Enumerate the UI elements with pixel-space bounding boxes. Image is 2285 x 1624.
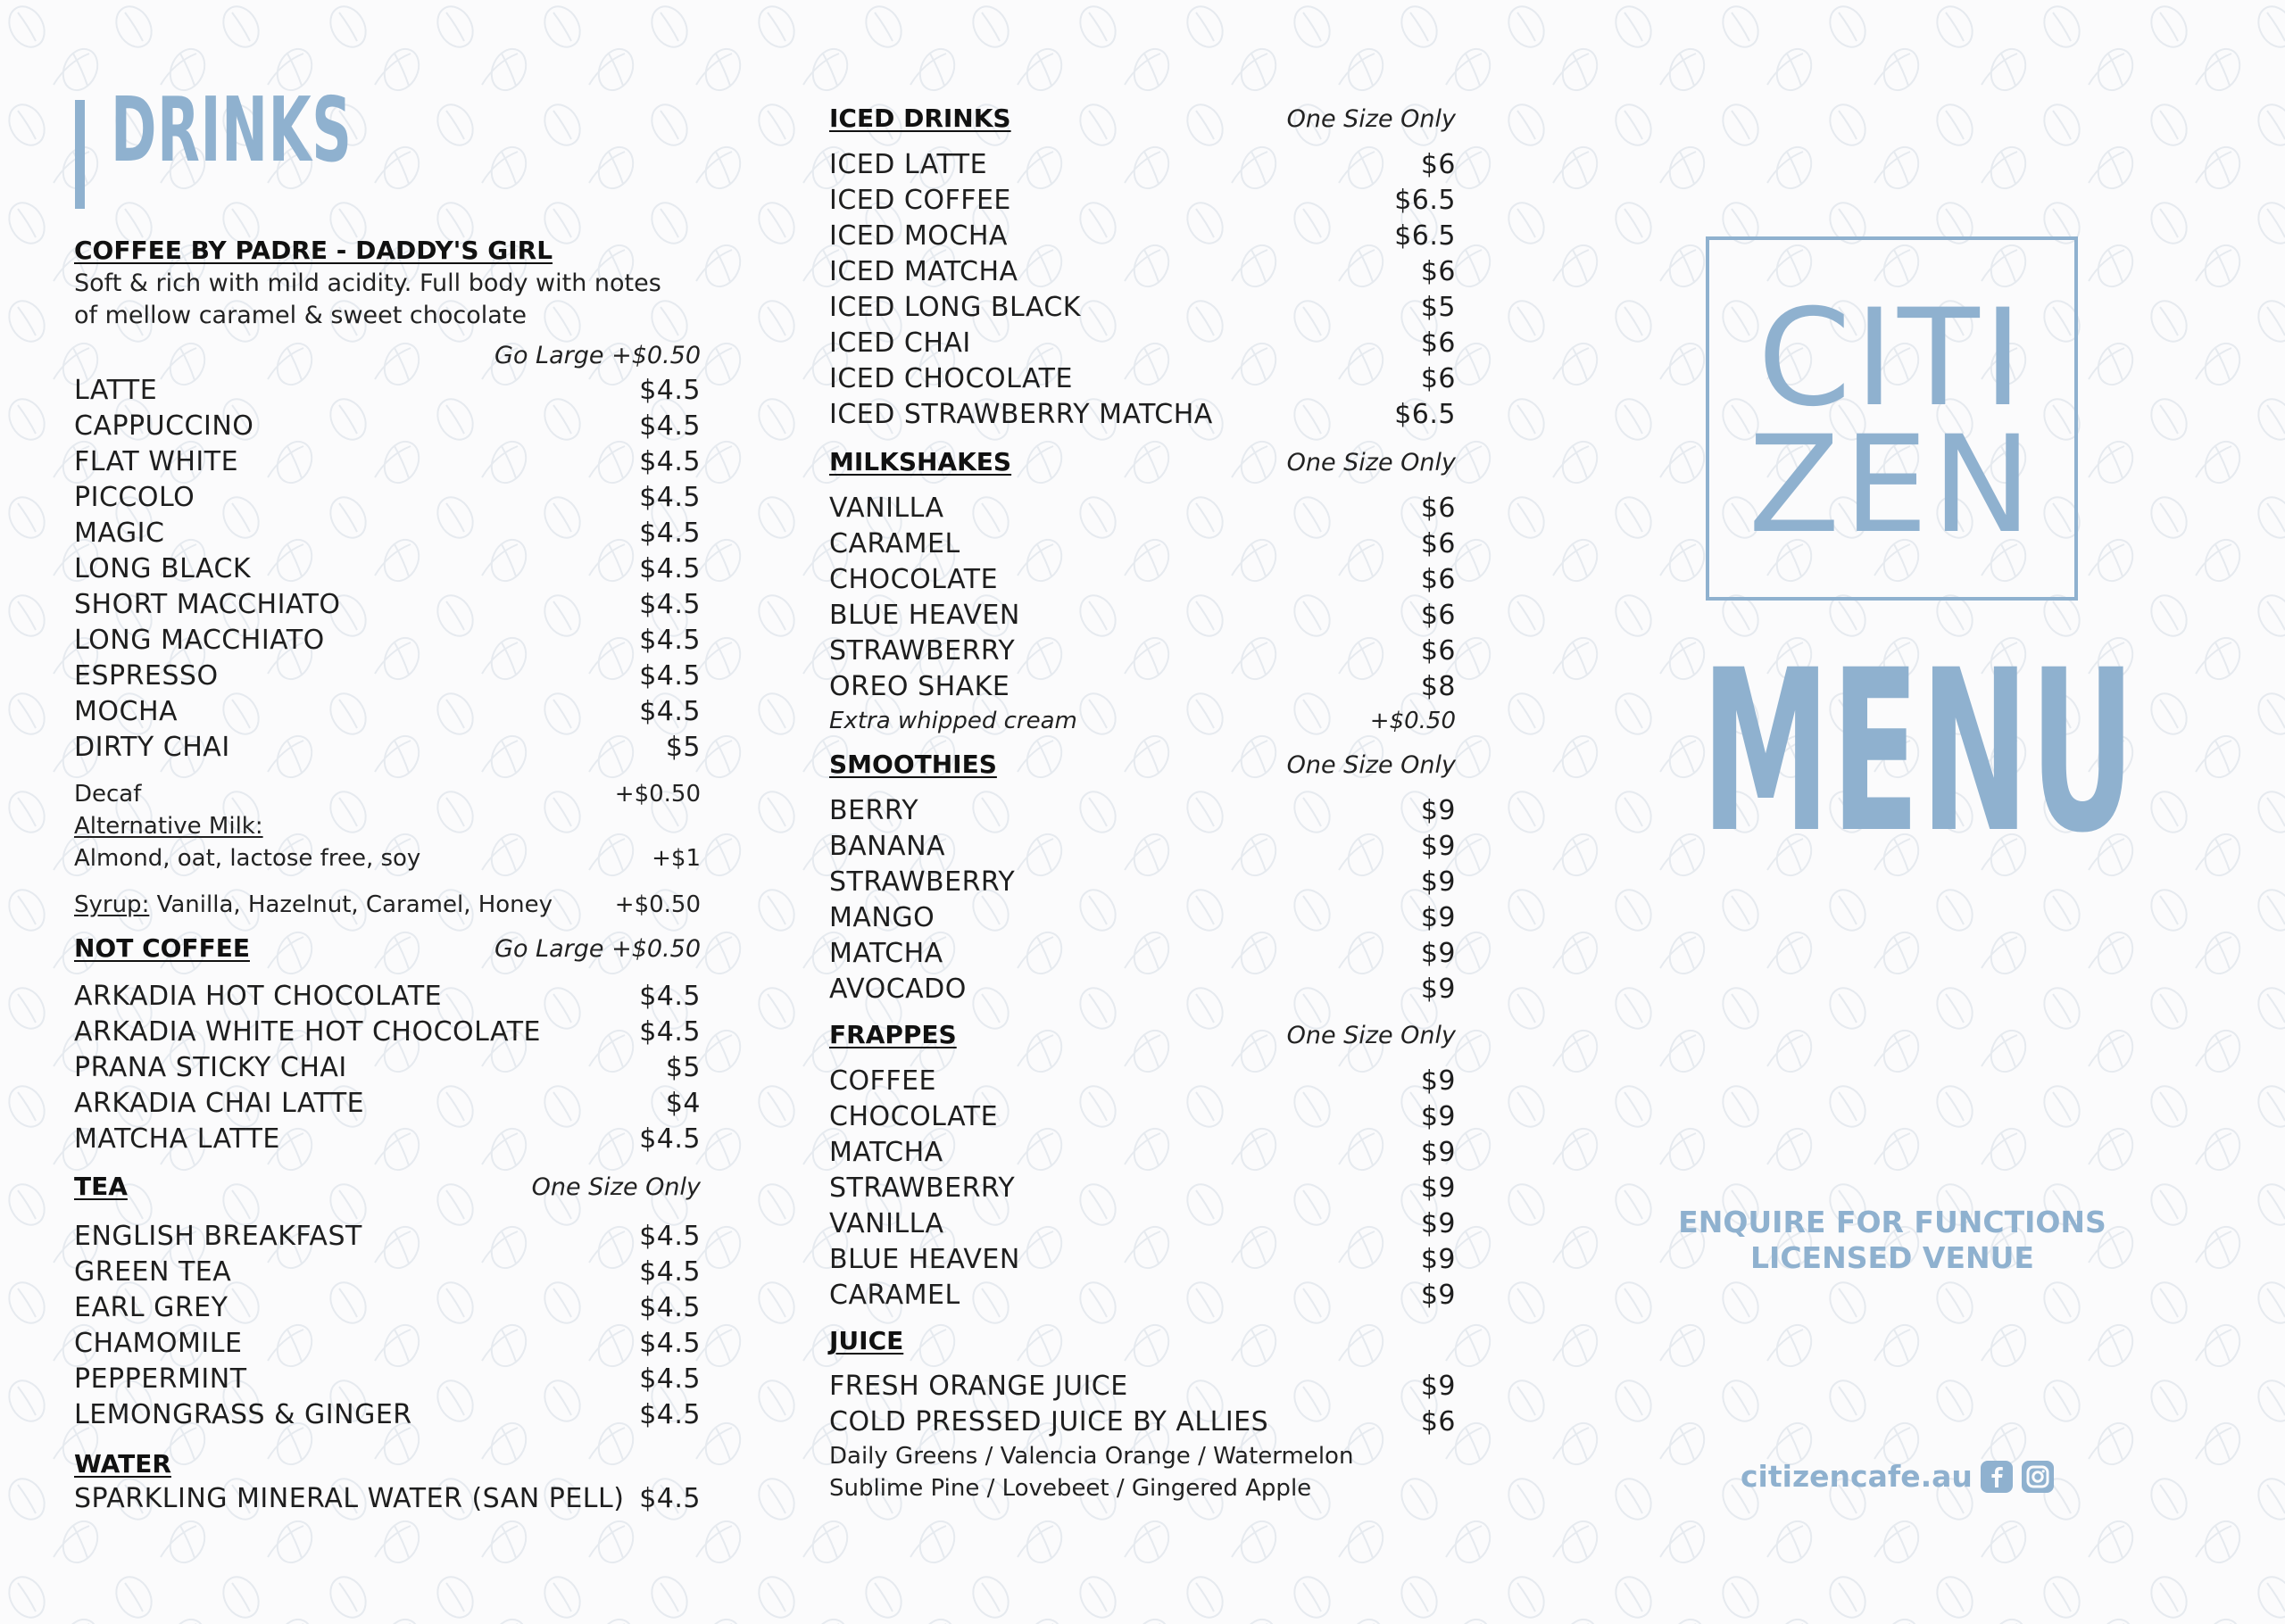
menu-item: [74, 516, 701, 551]
item-price: $4.5: [639, 446, 701, 477]
item-price: $9: [1420, 795, 1456, 826]
item-price: $9: [1420, 974, 1456, 1005]
item-price: $4.5: [639, 696, 701, 727]
item-name: ICED LATTE: [829, 149, 988, 180]
item-price: $4.5: [639, 1328, 701, 1359]
item-price: $9: [1420, 1371, 1456, 1402]
item-name: COFFEE: [829, 1065, 936, 1097]
item-name: BLUE HEAVEN: [829, 1244, 1020, 1275]
item-list: [829, 1369, 1456, 1440]
section-milkshakes: [829, 445, 1456, 737]
item-name: BLUE HEAVEN: [829, 600, 1020, 631]
item-list: [74, 1219, 701, 1433]
item-price: $9: [1420, 938, 1456, 969]
item-name: STRAWBERRY: [829, 866, 1016, 898]
item-name: COLD PRESSED JUICE BY ALLIES: [829, 1406, 1269, 1438]
item-name: ARKADIA HOT CHOCOLATE: [74, 981, 443, 1012]
option-text: Vanilla, Hazelnut, Caramel, Honey: [149, 891, 553, 918]
item-name: CAPPUCCINO: [74, 410, 254, 442]
column-left: [74, 234, 701, 1517]
item-price: $9: [1420, 831, 1456, 862]
menu-item: [74, 1290, 701, 1326]
item-name: SPARKLING MINERAL WATER (SAN PELL): [74, 1483, 625, 1514]
item-price: $9: [1420, 1244, 1456, 1275]
section-title: NOT COFFEE: [74, 933, 250, 963]
menu-item: [829, 397, 1456, 433]
menu-item: [829, 562, 1456, 598]
section-title: FRAPPES: [829, 1020, 957, 1049]
extra-row: [829, 705, 1456, 737]
section-coffee: [74, 234, 701, 921]
item-price: $5: [665, 1052, 701, 1083]
item-price: $6: [1420, 493, 1456, 524]
item-price: $4.5: [639, 553, 701, 584]
option-price: +$0.50: [614, 781, 701, 808]
item-name: ICED LONG BLACK: [829, 292, 1081, 323]
option-price: +$1: [652, 845, 701, 872]
menu-item: [74, 1326, 701, 1362]
citizen-logo: [1706, 236, 2078, 601]
menu-item: [74, 1086, 701, 1122]
item-price: $9: [1420, 1280, 1456, 1311]
item-price: $6: [1420, 1406, 1456, 1438]
menu-item: [74, 1255, 701, 1290]
item-price: $4.5: [639, 1483, 701, 1514]
menu-item: [74, 1015, 701, 1050]
section-water: [74, 1447, 701, 1517]
menu-item: [74, 694, 701, 730]
item-list: [74, 979, 701, 1157]
item-price: $4.5: [639, 1399, 701, 1430]
item-price: $6.5: [1394, 185, 1456, 216]
juice-flavours: [829, 1472, 1456, 1504]
item-price: $6: [1420, 327, 1456, 359]
item-price: $6: [1420, 600, 1456, 631]
item-name: MATCHA LATTE: [74, 1123, 280, 1155]
item-price: $8: [1420, 671, 1456, 702]
item-price: $6: [1420, 149, 1456, 180]
section-description: of mellow caramel & sweet chocolate: [74, 302, 528, 329]
item-list: [829, 147, 1456, 433]
menu-item: [829, 361, 1456, 397]
item-price: $4.5: [639, 410, 701, 442]
option-label: Syrup:: [74, 891, 150, 918]
item-price: $4.5: [639, 518, 701, 549]
menu-item: [829, 1242, 1456, 1278]
item-name: VANILLA: [829, 493, 944, 524]
item-name: CARAMEL: [829, 1280, 960, 1311]
section-title: MILKSHAKES: [829, 447, 1012, 476]
item-name: MANGO: [829, 902, 935, 933]
item-name: VANILLA: [829, 1208, 944, 1239]
logo-line-2: ZEN: [1748, 408, 2036, 563]
menu-item: [829, 669, 1456, 705]
item-name: MATCHA: [829, 1137, 943, 1168]
menu-item: [74, 1362, 701, 1397]
menu-item: [74, 1122, 701, 1157]
item-price: $4.5: [639, 482, 701, 513]
menu-item: [829, 1099, 1456, 1135]
item-price: $6: [1420, 528, 1456, 559]
item-name: FLAT WHITE: [74, 446, 239, 477]
menu-item: [829, 865, 1456, 900]
option-price: +$0.50: [614, 891, 701, 918]
item-name: PRANA STICKY CHAI: [74, 1052, 347, 1083]
menu-item: [829, 326, 1456, 361]
altmilk-label-row: [74, 810, 701, 842]
enquire-text: ENQUIRE FOR FUNCTIONS: [1678, 1205, 2106, 1239]
item-name: DIRTY CHAI: [74, 732, 230, 763]
menu-item: [829, 254, 1456, 290]
item-price: $6: [1420, 564, 1456, 595]
item-list: [74, 373, 701, 766]
item-price: $4.5: [639, 375, 701, 406]
menu-item: [74, 373, 701, 409]
item-price: $9: [1420, 1208, 1456, 1239]
item-name: ICED CHOCOLATE: [829, 363, 1073, 394]
item-price: $6: [1420, 256, 1456, 287]
menu-item: [829, 526, 1456, 562]
menu-item: [74, 444, 701, 480]
menu-item: [74, 979, 701, 1015]
decaf-row: [74, 778, 701, 810]
item-name: LONG BLACK: [74, 553, 252, 584]
menu-item: [829, 219, 1456, 254]
item-price: $6.5: [1394, 399, 1456, 430]
size-note: One Size Only: [531, 1173, 701, 1201]
menu-item: [829, 1135, 1456, 1171]
section-title: JUICE: [829, 1326, 904, 1355]
altmilk-row: [74, 842, 701, 874]
menu-item: [829, 147, 1456, 183]
website-link[interactable]: citizencafe.au: [1741, 1459, 1973, 1494]
menu-item: [829, 1206, 1456, 1242]
menu-item: [74, 1219, 701, 1255]
section-not-coffee: [74, 932, 701, 1157]
item-name: CHAMOMILE: [74, 1328, 243, 1359]
item-name: ICED STRAWBERRY MATCHA: [829, 399, 1213, 430]
item-price: $5: [665, 732, 701, 763]
item-price: $5: [1420, 292, 1456, 323]
section-title: TEA: [74, 1172, 128, 1201]
menu-item: [74, 409, 701, 444]
item-name: STRAWBERRY: [829, 1172, 1016, 1204]
item-name: ENGLISH BREAKFAST: [74, 1221, 362, 1252]
item-price: $4.5: [639, 1123, 701, 1155]
item-list: [74, 1481, 701, 1517]
section-iced-drinks: [829, 102, 1456, 433]
menu-item: [829, 290, 1456, 326]
item-price: $4.5: [639, 589, 701, 620]
option-text: Almond, oat, lactose free, soy: [74, 845, 421, 872]
juice-flavours: [829, 1440, 1456, 1472]
option-label: Extra whipped cream: [829, 708, 1077, 734]
menu-item: [74, 730, 701, 766]
enquire-block: [1660, 1205, 2124, 1276]
flavour-line: Sublime Pine / Lovebeet / Gingered Apple: [829, 1475, 1312, 1502]
menu-item: [74, 587, 701, 623]
licensed-text: LICENSED VENUE: [1750, 1240, 2034, 1275]
item-price: $9: [1420, 1137, 1456, 1168]
item-list: [829, 491, 1456, 705]
item-price: $4.5: [639, 1363, 701, 1395]
item-price: $4.5: [639, 1256, 701, 1288]
menu-item: [829, 491, 1456, 526]
section-title: SMOOTHIES: [829, 750, 997, 779]
instagram-icon[interactable]: [2021, 1460, 2055, 1494]
item-name: MOCHA: [74, 696, 179, 727]
item-name: FRESH ORANGE JUICE: [829, 1371, 1128, 1402]
logo-line-1: CITI: [1757, 281, 2026, 436]
facebook-icon[interactable]: [1980, 1460, 2014, 1494]
item-name: ARKADIA CHAI LATTE: [74, 1088, 365, 1119]
section-juice: [829, 1324, 1456, 1504]
section-description: Soft & rich with mild acidity. Full body with notes: [74, 269, 661, 297]
item-price: $9: [1420, 1065, 1456, 1097]
menu-item: [829, 1278, 1456, 1313]
item-price: $6: [1420, 363, 1456, 394]
syrup-row: [74, 889, 701, 921]
section-frappes: [829, 1018, 1456, 1313]
item-price: $4.5: [639, 660, 701, 692]
section-title: ICED DRINKS: [829, 104, 1011, 133]
item-name: MAGIC: [74, 518, 165, 549]
item-price: $6: [1420, 635, 1456, 667]
item-name: ICED MATCHA: [829, 256, 1018, 287]
item-name: MATCHA: [829, 938, 943, 969]
item-price: $9: [1420, 902, 1456, 933]
menu-item: [829, 634, 1456, 669]
menu-heading: MENU: [1701, 622, 2137, 882]
item-name: PEPPERMINT: [74, 1363, 247, 1395]
menu-item: [829, 1171, 1456, 1206]
menu-item: [829, 936, 1456, 972]
option-price: +$0.50: [1369, 708, 1456, 734]
item-name: AVOCADO: [829, 974, 967, 1005]
menu-item: [829, 1404, 1456, 1440]
menu-item: [74, 659, 701, 694]
size-note: Go Large +$0.50: [494, 935, 701, 963]
item-name: CARAMEL: [829, 528, 960, 559]
item-name: ICED CHAI: [829, 327, 971, 359]
menu-item: [74, 1481, 701, 1517]
item-name: STRAWBERRY: [829, 635, 1016, 667]
section-tea: [74, 1170, 701, 1433]
item-list: [829, 793, 1456, 1007]
menu-item: [74, 1050, 701, 1086]
item-price: $4.5: [639, 1292, 701, 1323]
section-title: WATER: [74, 1449, 171, 1479]
item-name: BERRY: [829, 795, 919, 826]
item-name: ARKADIA WHITE HOT CHOCOLATE: [74, 1016, 542, 1048]
menu-item: [829, 598, 1456, 634]
item-price: $6.5: [1394, 220, 1456, 252]
item-name: PICCOLO: [74, 482, 195, 513]
section-smoothies: [829, 748, 1456, 1007]
column-middle: [829, 102, 1456, 1504]
title-accent-bar: [75, 100, 85, 209]
item-price: $4.5: [639, 1221, 701, 1252]
menu-item: [829, 829, 1456, 865]
item-price: $4.5: [639, 625, 701, 656]
page-title: DRINKS: [111, 78, 353, 182]
item-name: OREO SHAKE: [829, 671, 1010, 702]
size-note: One Size Only: [1286, 751, 1456, 779]
option-label: Alternative Milk:: [74, 813, 263, 840]
item-price: $4: [665, 1088, 701, 1119]
item-name: SHORT MACCHIATO: [74, 589, 341, 620]
size-note: One Size Only: [1286, 449, 1456, 476]
item-name: ICED COFFEE: [829, 185, 1011, 216]
menu-item: [74, 480, 701, 516]
item-name: BANANA: [829, 831, 946, 862]
size-note: Go Large +$0.50: [494, 342, 701, 369]
size-note: One Size Only: [1286, 1022, 1456, 1049]
flavour-line: Daily Greens / Valencia Orange / Watermelon: [829, 1443, 1354, 1470]
item-price: $9: [1420, 866, 1456, 898]
item-price: $4.5: [639, 1016, 701, 1048]
menu-item: [829, 972, 1456, 1007]
item-price: $9: [1420, 1101, 1456, 1132]
item-price: $4.5: [639, 981, 701, 1012]
menu-item: [829, 183, 1456, 219]
item-list: [829, 1064, 1456, 1313]
menu-item: [74, 623, 701, 659]
menu-item: [829, 793, 1456, 829]
size-note: One Size Only: [1286, 105, 1456, 133]
menu-item: [829, 1369, 1456, 1404]
footer-contact: [1741, 1459, 2055, 1494]
menu-item: [74, 551, 701, 587]
item-name: ESPRESSO: [74, 660, 219, 692]
item-price: $9: [1420, 1172, 1456, 1204]
menu-item: [74, 1397, 701, 1433]
item-name: ICED MOCHA: [829, 220, 1008, 252]
item-name: CHOCOLATE: [829, 564, 999, 595]
item-name: GREEN TEA: [74, 1256, 232, 1288]
item-name: LONG MACCHIATO: [74, 625, 325, 656]
item-name: LEMONGRASS & GINGER: [74, 1399, 412, 1430]
menu-item: [829, 900, 1456, 936]
item-name: EARL GREY: [74, 1292, 228, 1323]
item-name: CHOCOLATE: [829, 1101, 999, 1132]
section-title: COFFEE BY PADRE - DADDY'S GIRL: [74, 236, 553, 265]
option-label: Decaf: [74, 781, 142, 808]
menu-item: [829, 1064, 1456, 1099]
item-name: LATTE: [74, 375, 158, 406]
